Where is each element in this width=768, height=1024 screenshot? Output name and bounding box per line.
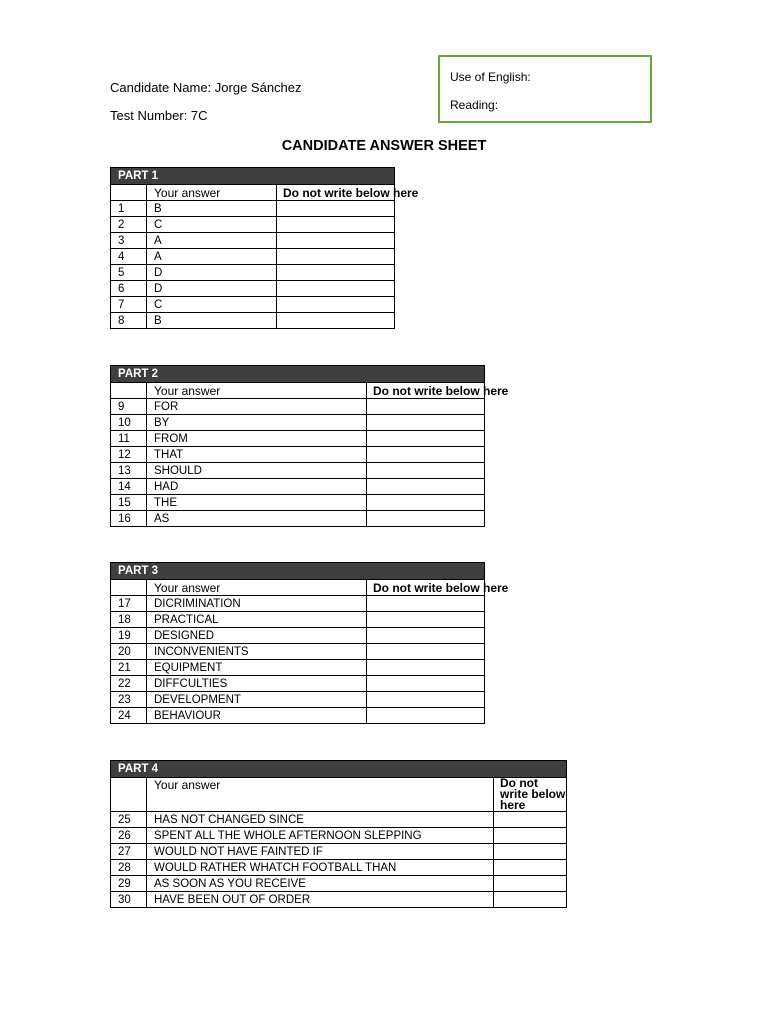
answer-cell: AS [147,511,367,527]
table-row [111,495,485,511]
answer-cell: B [147,201,277,217]
question-number: 26 [111,828,147,844]
question-number: 7 [111,297,147,313]
answer-cell: THAT [147,447,367,463]
col-answer-header: Your answer [147,778,494,812]
answer-cell: WOULD NOT HAVE FAINTED IF [147,844,494,860]
answer-cell: THE [147,495,367,511]
question-number: 2 [111,217,147,233]
question-number: 12 [111,447,147,463]
part-4-table [110,760,567,908]
marker-cell [367,660,485,676]
question-number: 28 [111,860,147,876]
marker-cell [367,596,485,612]
question-number: 10 [111,415,147,431]
marker-cell [277,233,395,249]
marker-cell [367,495,485,511]
marker-cell [367,628,485,644]
table-row [111,479,485,495]
marker-cell [367,692,485,708]
table-row [111,660,485,676]
marker-cell [277,297,395,313]
part-2-table [110,365,509,527]
part-1-table [110,167,419,329]
question-number: 9 [111,399,147,415]
question-number: 27 [111,844,147,860]
marker-cell [494,860,567,876]
answer-cell: DIFFCULTIES [147,676,367,692]
question-number: 29 [111,876,147,892]
table-row [111,265,395,281]
table-row [111,511,485,527]
marker-cell [367,644,485,660]
answer-cell: B [147,313,277,329]
answer-cell: BY [147,415,367,431]
question-number: 25 [111,812,147,828]
table-row [111,297,395,313]
table-row [111,217,395,233]
part-title: PART 3 [111,563,485,580]
question-number: 20 [111,644,147,660]
table-row [111,249,395,265]
marker-cell [367,463,485,479]
col-note-header: Do not write below here [367,580,485,596]
marker-cell [367,511,485,527]
col-answer-header: Your answer [147,185,277,201]
marker-cell [494,812,567,828]
question-number: 19 [111,628,147,644]
marker-cell [367,415,485,431]
marker-cell [367,431,485,447]
part-title: PART 4 [111,761,567,778]
question-number: 15 [111,495,147,511]
marker-cell [277,217,395,233]
table-row [111,676,485,692]
col-answer-header: Your answer [147,580,367,596]
marker-cell [367,399,485,415]
answer-cell: C [147,217,277,233]
table-row [111,463,485,479]
marker-cell [277,249,395,265]
marker-cell [367,612,485,628]
answer-cell: DESIGNED [147,628,367,644]
col-note-header: Do not write below here [367,383,485,399]
table-row [111,399,485,415]
part-3-table [110,562,509,724]
question-number: 4 [111,249,147,265]
table-row [111,313,395,329]
answer-cell: SPENT ALL THE WHOLE AFTERNOON SLEPPING [147,828,494,844]
answer-cell: SHOULD [147,463,367,479]
marker-cell [277,313,395,329]
part-title: PART 1 [111,168,395,185]
marker-cell [494,892,567,908]
question-number: 1 [111,201,147,217]
test-number: Test Number: 7C [110,108,208,123]
question-number: 14 [111,479,147,495]
answer-cell: WOULD RATHER WHATCH FOOTBALL THAN [147,860,494,876]
table-row [111,812,567,828]
answer-cell: AS SOON AS YOU RECEIVE [147,876,494,892]
table-row [111,447,485,463]
answer-cell: EQUIPMENT [147,660,367,676]
question-number: 22 [111,676,147,692]
answer-cell: HAS NOT CHANGED SINCE [147,812,494,828]
answer-cell: HAVE BEEN OUT OF ORDER [147,892,494,908]
question-number: 18 [111,612,147,628]
part-title: PART 2 [111,366,485,383]
candidate-name: Candidate Name: Jorge Sánchez [110,80,302,95]
question-number: 30 [111,892,147,908]
answer-cell: D [147,281,277,297]
answer-cell: DICRIMINATION [147,596,367,612]
table-row [111,892,567,908]
question-number: 23 [111,692,147,708]
table-row [111,431,485,447]
table-row [111,876,567,892]
question-number: 8 [111,313,147,329]
table-row [111,860,567,876]
question-number: 6 [111,281,147,297]
answer-cell: FOR [147,399,367,415]
score-box [438,55,652,123]
answer-cell: HAD [147,479,367,495]
answer-cell: D [147,265,277,281]
answer-cell: FROM [147,431,367,447]
table-row [111,596,485,612]
marker-cell [367,676,485,692]
col-note-header: Do not write below here [494,778,567,812]
table-row [111,612,485,628]
question-number: 17 [111,596,147,612]
question-number: 16 [111,511,147,527]
marker-cell [494,876,567,892]
question-number: 21 [111,660,147,676]
table-row [111,828,567,844]
col-note-header: Do not write below here [277,185,395,201]
question-number: 13 [111,463,147,479]
col-answer-header: Your answer [147,383,367,399]
marker-cell [494,828,567,844]
table-row [111,628,485,644]
question-number: 5 [111,265,147,281]
table-row [111,201,395,217]
table-row [111,281,395,297]
question-number: 3 [111,233,147,249]
marker-cell [277,265,395,281]
marker-cell [367,708,485,724]
marker-cell [367,479,485,495]
marker-cell [367,447,485,463]
table-row [111,644,485,660]
answer-cell: DEVELOPMENT [147,692,367,708]
question-number: 24 [111,708,147,724]
table-row [111,844,567,860]
page-title: CANDIDATE ANSWER SHEET [281,138,487,154]
answer-cell: A [147,249,277,265]
reading-label: Reading: [450,98,499,112]
answer-cell: A [147,233,277,249]
use-of-english-label: Use of English: [450,70,531,84]
answer-cell: PRACTICAL [147,612,367,628]
table-row [111,415,485,431]
marker-cell [494,844,567,860]
table-row [111,692,485,708]
table-row [111,708,485,724]
marker-cell [277,201,395,217]
table-row [111,233,395,249]
question-number: 11 [111,431,147,447]
answer-cell: BEHAVIOUR [147,708,367,724]
answer-cell: C [147,297,277,313]
marker-cell [277,281,395,297]
answer-cell: INCONVENIENTS [147,644,367,660]
